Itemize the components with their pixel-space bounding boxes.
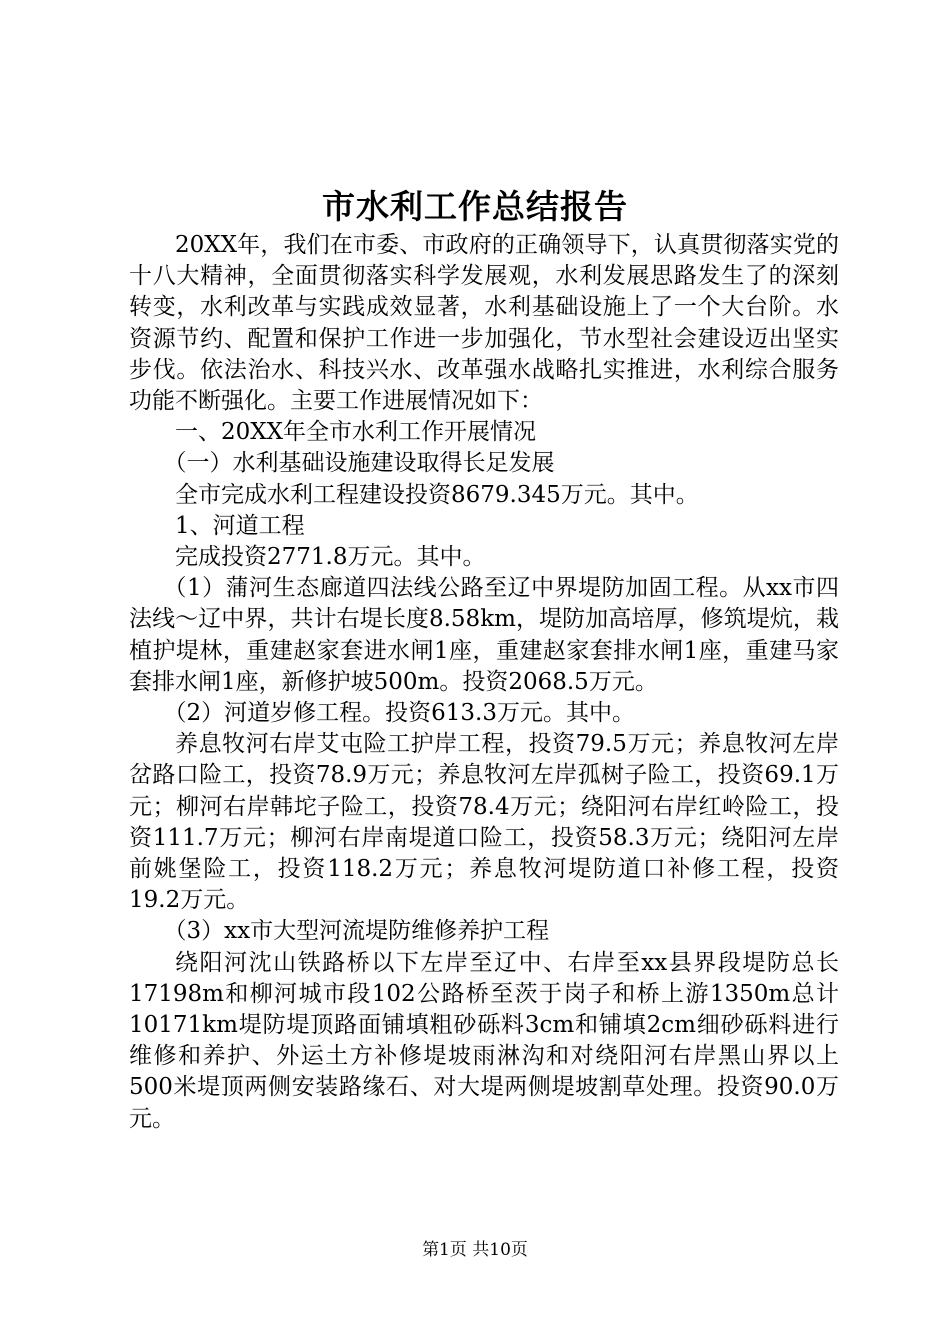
body-paragraph: 绕阳河沈山铁路桥以下左岸至辽中、右岸至xx县界段堤防总长17198m和柳河城市段102公路桥至茨于岗子和桥上游1350m总计10171km堤防堤顶路面铺填粗砂砾料3cm和铺填2cm细砂砾料进行维修和养护、外运土方补修堤坡雨淋沟和对绕阳河右岸黑山界以上500米堤顶两侧安装路缘石、对大堤两侧堤坡割草处理。投资90.0万元。 bbox=[129, 949, 839, 1132]
body-paragraph: 全市完成水利工程建设投资8679.345万元。其中。 bbox=[175, 481, 699, 508]
document-title: 市水利工作总结报告 bbox=[322, 187, 628, 226]
body-paragraph: 养息牧河右岸艾屯险工护岸工程，投资79.5万元；养息牧河左岸岔路口险工，投资78.9万元；养息牧河左岸孤树子险工，投资69.1万元；柳河右岸韩坨子险工，投资78.4万元；绕阳河右岸红岭险工，投资111.7万元；柳河右岸南堤道口险工，投资58.3万元；绕阳河左岸前姚堡险工，投资118.2万元；养息牧河堤防道口补修工程，投资19.2万元。 bbox=[129, 731, 839, 914]
section-heading: 一、20XX年全市水利工作开展情况 bbox=[175, 419, 537, 446]
intro-paragraph: 20XX年，我们在市委、市政府的正确领导下，认真贯彻落实党的十八大精神，全面贯彻落实科学发展观，水利发展思路发生了的深刻转变，水利改革与实践成效显著，水利基础设施上了一个大台阶。水资源节约、配置和保护工作进一步加强化，节水型社会建设迈出坚实步伐。依法治水、科技兴水、改革强水战略扎实推进，水利综合服务功能不断强化。主要工作进展情况如下： bbox=[129, 232, 839, 415]
body-paragraph: （1）蒲河生态廊道四法线公路至辽中界堤防加固工程。从xx市四法线～辽中界，共计右堤长度8.58km，堤防加高培厚，修筑堤炕，栽植护堤林，重建赵家套进水闸1座，重建赵家套排水闸1座，重建马家套排水闸1座，新修护坡500m。投资2068.5万元。 bbox=[129, 575, 839, 695]
item-heading: （3）xx市大型河流堤防维修养护工程 bbox=[163, 918, 550, 945]
subsection-heading: （一）水利基础设施建设取得长足发展 bbox=[163, 450, 555, 477]
item-heading: 1、河道工程 bbox=[175, 512, 305, 539]
body-paragraph: （2）河道岁修工程。投资613.3万元。其中。 bbox=[163, 700, 635, 727]
document-body bbox=[129, 230, 839, 1135]
page-number-footer: 第1页 共10页 bbox=[422, 1240, 528, 1260]
body-paragraph: 完成投资2771.8万元。其中。 bbox=[175, 544, 486, 571]
